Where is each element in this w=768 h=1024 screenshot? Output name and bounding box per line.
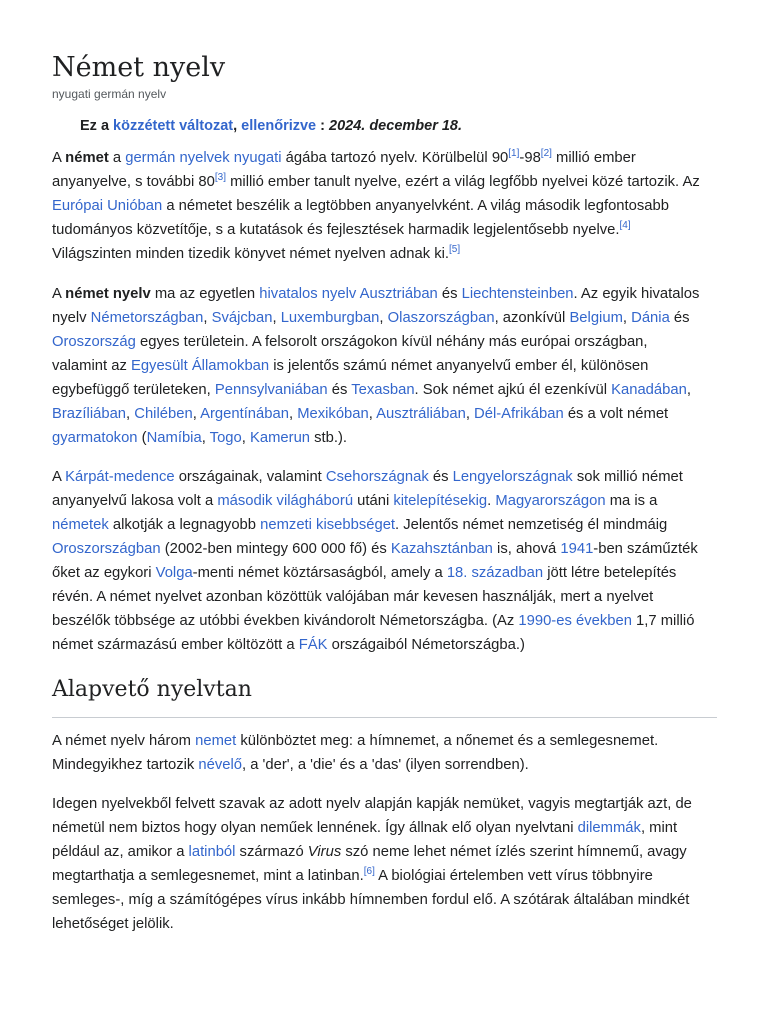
- reference-link[interactable]: [2]: [540, 148, 552, 159]
- text-run: ma az egyetlen: [150, 286, 260, 302]
- text-line: [52, 633, 722, 657]
- reference-superscript: [449, 244, 460, 255]
- text-run: alkotják a legnagyobb: [108, 517, 261, 533]
- text-line: [52, 426, 722, 450]
- text-run: ,: [203, 310, 212, 326]
- text-run: és a volt német: [563, 406, 669, 422]
- text-run: a németet beszélik a legtöbben anyanyelvként. A világ második legfontosabb: [162, 198, 669, 214]
- text-run: -menti német köztársaságból, amely a: [192, 565, 447, 581]
- text-run: és: [669, 310, 690, 326]
- text-run: megtarthatja a semlegesnemet, mint a latinban.: [52, 868, 364, 884]
- article-link[interactable]: Chilében: [134, 406, 193, 422]
- text-run: sok millió német: [572, 469, 683, 485]
- text-run: A: [52, 469, 66, 485]
- article-link[interactable]: Európai Unióban: [52, 198, 163, 214]
- page-subtitle: nyugati germán nyelv: [52, 87, 167, 101]
- text-run: ,: [272, 310, 281, 326]
- text-run: lehetőséget jelölik.: [52, 916, 174, 932]
- text-run: stb.).: [310, 430, 348, 446]
- text-run: , a 'der', a 'die' és a 'das' (ilyen sorrendben).: [242, 757, 529, 773]
- text-run: semleges-, míg a számítógépes vírus inkább hímnemben fordul elő. A szótárak általában mindkét: [52, 892, 690, 908]
- text-run: beszélők többsége az utóbbi években kivándorolt Németországba. (Az: [52, 613, 519, 629]
- text-run: német származású ember költözött a: [52, 637, 299, 653]
- article-link[interactable]: névelő: [198, 757, 242, 773]
- article-link[interactable]: Olaszországban: [387, 310, 495, 326]
- reference-superscript: [620, 220, 631, 231]
- text-run: , mint: [640, 820, 678, 836]
- text-run: szó neme lehet német ízlés szerint hímnemű, avagy: [341, 844, 687, 860]
- article-link[interactable]: latinból: [188, 844, 236, 860]
- italic-term: Virus: [307, 844, 342, 860]
- text-line: [52, 912, 722, 936]
- article-link[interactable]: Kamerun: [250, 430, 311, 446]
- text-run: ,: [379, 310, 388, 326]
- reference-superscript: [215, 172, 226, 183]
- text-run: Világszinten minden tizedik könyvet német nyelven adnak ki.: [52, 246, 450, 262]
- text-run: A biológiai értelemben vett vírus többnyire: [374, 868, 653, 884]
- article-link[interactable]: Texasban: [351, 382, 415, 398]
- text-line: [52, 465, 722, 489]
- text-line: [52, 753, 722, 777]
- article-link[interactable]: Namíbia: [146, 430, 202, 446]
- article-link[interactable]: Ausztriában: [359, 286, 438, 302]
- article-link[interactable]: nemet: [195, 733, 237, 749]
- text-line: [52, 402, 722, 426]
- text-run: 1,7 millió: [631, 613, 695, 629]
- text-run: anyanyelvű lakosa volt a: [52, 493, 218, 509]
- article-link[interactable]: Lengyelországnak: [452, 469, 573, 485]
- text-run: is jelentős számú német anyanyelvű ember él, különösen: [269, 358, 649, 374]
- text-run: (2002-ben mintegy 600 000 fő) és: [160, 541, 391, 557]
- article-link[interactable]: Ausztráliában: [376, 406, 466, 422]
- article-link[interactable]: hivatalos nyelv: [259, 286, 357, 302]
- article-link[interactable]: Liechtensteinben: [461, 286, 574, 302]
- reference-link[interactable]: [5]: [449, 244, 461, 255]
- text-line: [52, 330, 722, 354]
- section-heading-grammar: Alapvető nyelvtan: [52, 677, 252, 702]
- text-run: őket az egykori: [52, 565, 156, 581]
- article-link[interactable]: 18. században: [446, 565, 544, 581]
- paragraph-genders: [52, 729, 722, 777]
- article-link[interactable]: Magyarországon: [495, 493, 606, 509]
- text-run: . Az egyik hivatalos: [573, 286, 700, 302]
- text-line: [52, 840, 722, 864]
- text-line: [52, 218, 722, 242]
- paragraph-official-language: [52, 282, 722, 450]
- text-line: [52, 489, 722, 513]
- text-run: ,: [126, 406, 135, 422]
- text-line: [52, 378, 722, 402]
- article-link[interactable]: második világháború: [217, 493, 354, 509]
- article-link[interactable]: Luxemburgban: [280, 310, 380, 326]
- text-run: ,: [368, 406, 377, 422]
- text-run: A: [52, 286, 66, 302]
- article-link[interactable]: Argentínában: [200, 406, 289, 422]
- text-run: ,: [686, 382, 691, 398]
- bold-term: német nyelv: [65, 286, 151, 302]
- text-line: [52, 306, 722, 330]
- paragraph-intro: [52, 146, 722, 266]
- page-title: Német nyelv: [52, 52, 226, 83]
- article-link[interactable]: Mexikóban: [297, 406, 369, 422]
- review-prefix: Ez a: [80, 118, 114, 134]
- text-line: [52, 888, 722, 912]
- text-run: és: [437, 286, 462, 302]
- article-link[interactable]: Kárpát-medence: [65, 469, 175, 485]
- text-run: A német nyelv három: [52, 733, 196, 749]
- review-date: 2024. december 18.: [329, 118, 463, 134]
- text-run: különböztet meg: a hímnemet, a nőnemet és a semlegesnemet.: [236, 733, 659, 749]
- text-line: [52, 513, 722, 537]
- checked-link[interactable]: ellenőrizve: [241, 118, 317, 134]
- article-link[interactable]: dilemmák: [577, 820, 641, 836]
- text-run: például az, amikor a: [52, 844, 189, 860]
- text-run: és: [327, 382, 352, 398]
- text-run: jött létre betelepítés: [543, 565, 677, 581]
- review-notice: [80, 116, 462, 136]
- text-run: Mindegyikhez tartozik: [52, 757, 199, 773]
- text-run: millió ember: [551, 150, 636, 166]
- text-run: egybefüggő területeken,: [52, 382, 215, 398]
- reference-superscript: [364, 866, 375, 877]
- text-line: [52, 194, 722, 218]
- text-line: [52, 816, 722, 840]
- text-run: ,: [241, 430, 250, 446]
- text-run: ma is a: [605, 493, 658, 509]
- article-link[interactable]: nyugati: [233, 150, 282, 166]
- heading-divider: [52, 717, 717, 718]
- text-run: és: [428, 469, 453, 485]
- text-run: ,: [622, 310, 632, 326]
- text-run: országainak, valamint: [174, 469, 326, 485]
- text-line: [52, 537, 722, 561]
- article-link[interactable]: gyarmatokon: [52, 430, 138, 446]
- article-link[interactable]: Németországban: [90, 310, 204, 326]
- text-run: -98: [519, 150, 541, 166]
- text-run: egyes területein. A felsorolt országokon kívül néhány más európai országban,: [135, 334, 648, 350]
- article-link[interactable]: 1941: [560, 541, 594, 557]
- text-line: [52, 146, 722, 170]
- reference-link[interactable]: [3]: [214, 172, 226, 183]
- text-run: ,: [192, 406, 201, 422]
- bold-term: német: [65, 150, 109, 166]
- reference-superscript: [541, 148, 552, 159]
- article-link[interactable]: Svájcban: [211, 310, 273, 326]
- paragraph-loanwords: [52, 792, 722, 936]
- article-link[interactable]: németek: [52, 517, 109, 533]
- text-line: [52, 170, 722, 194]
- article-link[interactable]: Volga: [155, 565, 193, 581]
- article-link[interactable]: Oroszországban: [52, 541, 161, 557]
- text-line: [52, 729, 722, 753]
- reference-superscript: [508, 148, 519, 159]
- text-line: [52, 354, 722, 378]
- article-link[interactable]: germán nyelvek: [125, 150, 230, 166]
- article-link[interactable]: Csehországnak: [325, 469, 429, 485]
- text-run: . Jelentős német nemzetiség él mindmáig: [395, 517, 668, 533]
- article-link[interactable]: Dél-Afrikában: [474, 406, 564, 422]
- article-link[interactable]: Kazahsztánban: [390, 541, 493, 557]
- reference-link[interactable]: [4]: [619, 220, 631, 231]
- text-run: a: [108, 150, 126, 166]
- text-run: ,: [288, 406, 298, 422]
- article-link[interactable]: 1990-es években: [518, 613, 632, 629]
- text-run: A: [52, 150, 66, 166]
- article-link[interactable]: kitelepítésekig: [393, 493, 488, 509]
- text-line: [52, 242, 722, 266]
- text-run: is, ahová: [492, 541, 561, 557]
- text-run: országaiból Németországba.): [327, 637, 525, 653]
- text-line: [52, 561, 722, 585]
- text-run: ágába tartozó nyelv. Körülbelül 90: [281, 150, 509, 166]
- text-run: (: [137, 430, 147, 446]
- text-line: [52, 792, 722, 816]
- text-run: Idegen nyelvekből felvett szavak az adott nyelv alapján kapják nemüket, vagyis megtartják azt, de: [52, 796, 692, 812]
- article-link[interactable]: FÁK: [298, 637, 328, 653]
- text-run: .: [487, 493, 496, 509]
- text-run: tudományos közvetítője, s a kutatások és fejlesztések harmadik legjelentősebb nyelve.: [52, 222, 620, 238]
- text-run: . Sok német ajkú él ezenkívül: [414, 382, 612, 398]
- article-link[interactable]: Pennsylvaniában: [214, 382, 328, 398]
- article-link[interactable]: Brazíliában: [52, 406, 127, 422]
- text-run: anyanyelve, s további 80: [52, 174, 215, 190]
- text-run: ,: [465, 406, 475, 422]
- text-run: , azonkívül: [494, 310, 570, 326]
- text-run: ,: [201, 430, 210, 446]
- text-run: -ben száműzték: [593, 541, 698, 557]
- article-link[interactable]: nemzeti kisebbséget: [260, 517, 396, 533]
- paragraph-carpathian-basin: [52, 465, 722, 657]
- article-link[interactable]: Egyesült Államokban: [130, 358, 270, 374]
- text-line: [52, 864, 722, 888]
- review-colon: :: [316, 118, 330, 134]
- text-run: valamint az: [52, 358, 131, 374]
- reference-link[interactable]: [6]: [363, 866, 375, 877]
- article-link[interactable]: Oroszország: [52, 334, 136, 350]
- text-run: millió ember tanult nyelve, ezért a világ legfőbb nyelvei közé tartozik. Az: [226, 174, 700, 190]
- text-line: [52, 282, 722, 306]
- review-comma: ,: [233, 118, 242, 134]
- text-run: utáni: [353, 493, 394, 509]
- text-run: németül nem biztos hogy olyan neműek lennének. Így állnak elő olyan nyelvtani: [52, 820, 578, 836]
- reference-link[interactable]: [1]: [508, 148, 520, 159]
- text-run: révén. A német nyelvet azonban közöttük valójában már kevesen használják, mert a nyelvet: [52, 589, 654, 605]
- article-link[interactable]: Togo: [209, 430, 242, 446]
- article-link[interactable]: Belgium: [569, 310, 623, 326]
- text-run: nyelv: [52, 310, 91, 326]
- article-link[interactable]: Dánia: [631, 310, 670, 326]
- text-run: származó: [235, 844, 308, 860]
- text-line: [52, 609, 722, 633]
- article-link[interactable]: Kanadában: [611, 382, 687, 398]
- published-version-link[interactable]: közzétett változat: [113, 118, 234, 134]
- text-line: [52, 585, 722, 609]
